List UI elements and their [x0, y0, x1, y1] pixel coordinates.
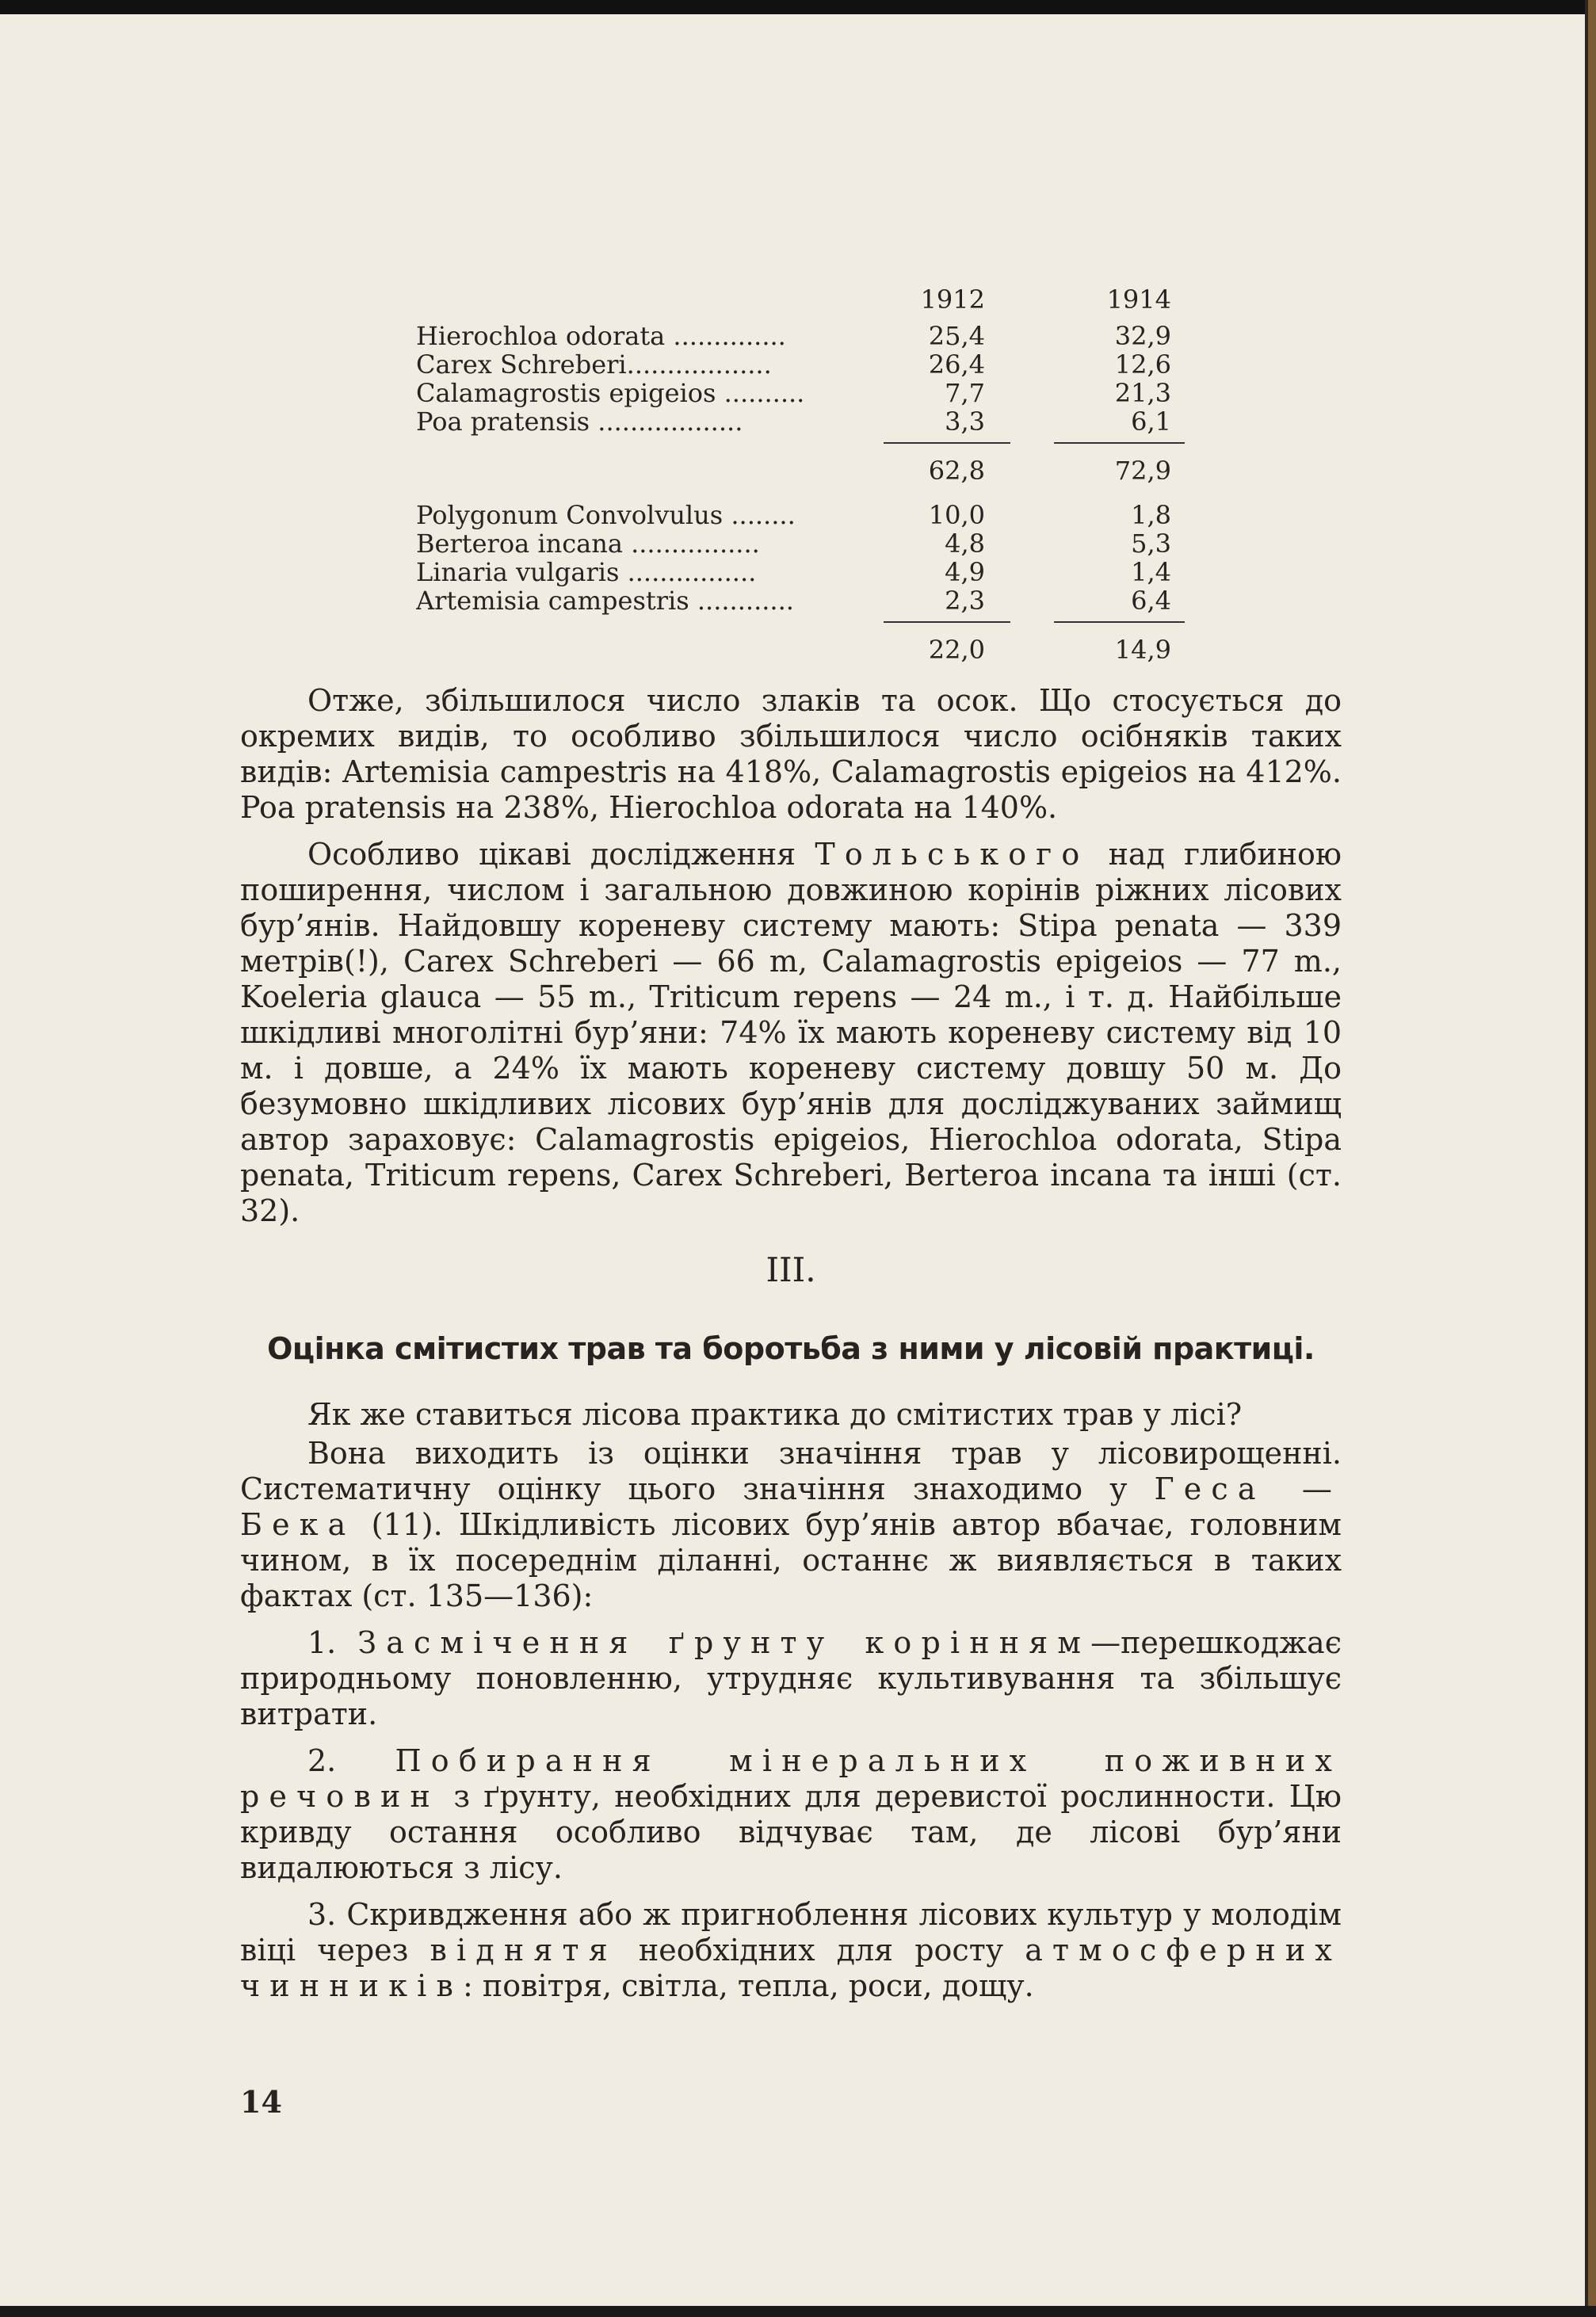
scan-edge-top [0, 0, 1596, 14]
paragraph-3: Як же ставиться лісова практика до смітистих трав у лісі? [307, 1397, 1243, 1432]
leader-dots: .............. [673, 322, 786, 350]
table-row [416, 379, 1193, 407]
value-1914: 6,1 [1131, 407, 1171, 437]
leader-dots: .......... [724, 379, 805, 407]
item-number: 1. [307, 1625, 358, 1660]
author-name: Геса — Бека [240, 1472, 1342, 1542]
value-1914: 1,8 [1131, 500, 1171, 530]
section-number: III. [766, 1250, 816, 1289]
leader-dots: .................. [626, 350, 772, 379]
sum-rule-2 [416, 615, 1193, 636]
leader-dots: ................ [627, 558, 757, 586]
value-1914: 21,3 [1114, 378, 1171, 408]
plant-name: Calamagrostis epigeios [416, 379, 716, 407]
table-row [416, 529, 1193, 558]
body-text-bottom [240, 1397, 1342, 2004]
paragraph-2 [240, 837, 1342, 1229]
plant-name: Linaria vulgaris [416, 558, 620, 586]
table-row [416, 350, 1193, 379]
value-1912: 10,0 [928, 500, 985, 530]
paragraph-1: Отже, збільшилося число злаків та осок. Що стосується до окремих видів, то особливо збільшилося число осібняків таких видів: Artemisia campestris на 418%, Calamagrostis epigeios на 412%. Poa pratensis на 238%, Hierochloa odorata на 140%. [240, 683, 1342, 825]
value-1914: 5,3 [1131, 529, 1171, 559]
author-name: Тольського [815, 837, 1090, 872]
spaced-term: атмосферних чинників [240, 1933, 1342, 2003]
plant-name: Carex Schreberi [416, 350, 627, 379]
spaced-term: Побирання мінеральних поживних речовин [240, 1743, 1342, 1814]
leader-dots: .................. [598, 407, 743, 436]
spaced-term: віднятя [430, 1933, 617, 1968]
plant-name: Artemisia campestris [416, 586, 689, 615]
leader-dots: ................ [631, 529, 760, 558]
table-row [416, 407, 1193, 436]
value-1914: 6,4 [1131, 586, 1171, 616]
table-row [416, 322, 1193, 350]
scan-edge-right [1588, 0, 1596, 2317]
table-row [416, 501, 1193, 529]
section-title: Оцінка смітистих трав та боротьба з ними у лісовій практиці. [267, 1331, 1315, 1366]
value-1912: 4,9 [945, 557, 985, 587]
text-span: з ґрунту, необхідних для деревистої рослинности. Цю кривду остання особливо відчуває там, де лісові бур’яни видалюються з лісу. [240, 1779, 1342, 1885]
table-header-row [416, 285, 1193, 322]
sum-row [416, 636, 1193, 664]
sum-1914: 14,9 [1114, 635, 1171, 665]
leader-dots: ............ [697, 586, 794, 615]
value-1912: 3,3 [945, 407, 985, 437]
rule-line [884, 621, 1010, 623]
value-1912: 7,7 [945, 378, 985, 408]
year-1914: 1914 [1106, 284, 1171, 315]
text-span: Вона виходить із оцінки значіння трав у лісовирощенні. Систематичну оцінку цього значіння знаходимо у [240, 1436, 1342, 1506]
value-1912: 26,4 [928, 349, 985, 380]
species-table [416, 285, 1193, 664]
year-1912: 1912 [920, 284, 985, 315]
value-1912: 4,8 [945, 529, 985, 559]
sum-rule-1 [416, 436, 1193, 456]
item-number: 2. [307, 1743, 395, 1778]
paragraph-4 [240, 1436, 1342, 1614]
rule-line [1054, 442, 1185, 444]
text-span: над глибиною поширення, числом і загальною довжиною корінів ріжних лісових бур’янів. Найдовшу кореневу систему мають: Stipa penata — 339 метрів(!), Carex Schreberi — 66 m, Calamagrostis epigeios — 77 m., Koeleria glauca — 55 m., Triticum repens — 24 m., і т. д. Найбільше шкідливі многолітні бур’яни: 74% їх мають кореневу систему від 10 м. і довше, а 24% їх мають кореневу систему довшу 50 м. До безумовно шкідливих лісових бур’янів для досліджуваних займищ автор зараховує: Calamagrostis epigeios, Hierochloa odorata, Stipa penata, Triticum repens, Carex Schreberi, Berteroa incana та інші (ст. 32). [240, 837, 1342, 1228]
table-row [416, 586, 1193, 615]
plant-name: Hierochloa odorata [416, 322, 666, 350]
rule-line [1054, 621, 1185, 623]
page-number: 14 [240, 2084, 282, 2120]
text-span: (11). Шкідливість лісових бур’янів автор вбачає, головним чином, в їх посереднім діланні, останнє ж виявляється в таких фактах (ст. 135—136): [240, 1507, 1342, 1613]
text-span: —перешкоджає природньому поновленню, утрудняє культивування та збільшує витрати. [240, 1625, 1342, 1731]
text-span: : повітря, світла, тепла, роси, дощу. [463, 1968, 1034, 2003]
scan-edge-bottom [0, 2306, 1596, 2317]
value-1914: 1,4 [1131, 557, 1171, 587]
sum-1912: 22,0 [928, 635, 985, 665]
plant-name: Berteroa incana [416, 529, 623, 558]
list-item-3 [240, 1897, 1342, 2004]
spaced-term: Засмічення ґрунту корінням [357, 1625, 1091, 1660]
sum-row [416, 456, 1193, 485]
value-1914: 12,6 [1114, 349, 1171, 380]
value-1912: 25,4 [928, 321, 985, 351]
leader-dots: ........ [731, 501, 796, 529]
plant-name: Polygonum Convolvulus [416, 501, 724, 529]
value-1912: 2,3 [945, 586, 985, 616]
sum-1914: 72,9 [1114, 456, 1171, 486]
text-span: необхідних для росту [617, 1933, 1025, 1968]
rule-line [884, 442, 1010, 444]
value-1914: 32,9 [1114, 321, 1171, 351]
text-span: 3. Скривдження або ж пригноблення лісових культур у молодім віці через [240, 1897, 1342, 1968]
table-row [416, 558, 1193, 586]
list-item-2 [240, 1743, 1342, 1886]
list-item-1 [240, 1625, 1342, 1732]
sum-1912: 62,8 [928, 456, 985, 486]
body-text-top [240, 683, 1342, 1229]
plant-name: Poa pratensis [416, 407, 590, 436]
text-span: Особливо цікаві дослідження [307, 837, 815, 872]
